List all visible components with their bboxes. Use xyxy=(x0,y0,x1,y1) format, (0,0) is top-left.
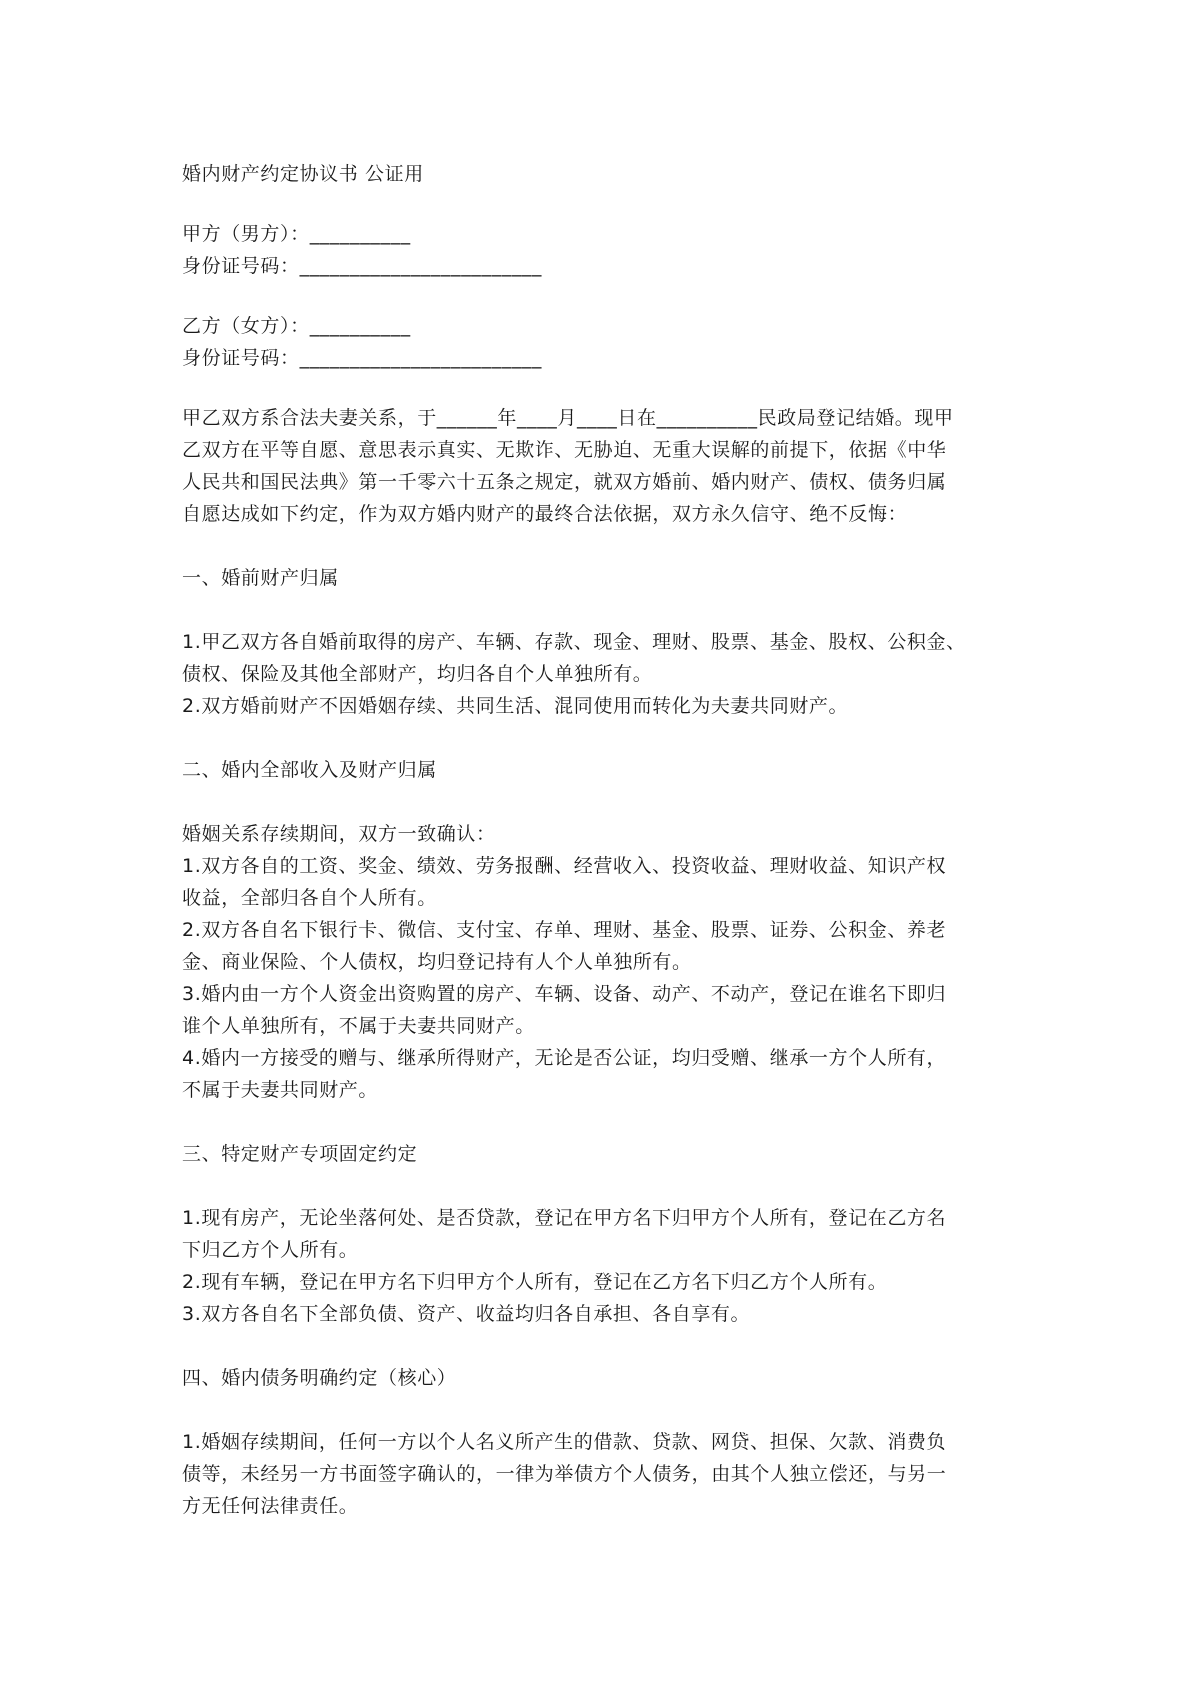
section2-line: 3.婚内由一方个人资金出资购置的房产、车辆、设备、动产、不动产，登记在谁名下即归 xyxy=(182,983,947,1005)
section1-heading: 一、婚前财产归属 xyxy=(182,567,339,589)
spacer xyxy=(182,282,1032,310)
preamble-line: 甲乙双方系合法夫妻关系，于______年____月____日在__________民政局登记结婚。现甲 xyxy=(182,407,954,429)
section4-line: 1.婚姻存续期间，任何一方以个人名义所产生的借款、贷款、网贷、担保、欠款、消费负 xyxy=(182,1431,947,1453)
spacer xyxy=(182,1330,1032,1362)
section1-line: 2.双方婚前财产不因婚姻存续、共同生活、混同使用而转化为夫妻共同财产。 xyxy=(182,695,849,717)
section4-heading: 四、婚内债务明确约定（核心） xyxy=(182,1367,457,1389)
section3-heading: 三、特定财产专项固定约定 xyxy=(182,1143,418,1165)
section1-line: 1.甲乙双方各自婚前取得的房产、车辆、存款、现金、理财、股票、基金、股权、公积金、 xyxy=(182,631,966,653)
section2-line: 收益，全部归各自个人所有。 xyxy=(182,887,437,909)
section2-line: 2.双方各自名下银行卡、微信、支付宝、存单、理财、基金、股票、证券、公积金、养老 xyxy=(182,919,947,941)
section3-line: 2.现有车辆，登记在甲方名下归甲方个人所有，登记在乙方名下归乙方个人所有。 xyxy=(182,1271,888,1293)
section2-line: 婚姻关系存续期间，双方一致确认： xyxy=(182,823,496,845)
party-a-id: 身份证号码：________________________ xyxy=(182,255,543,277)
party-a-name: 甲方（男方）：__________ xyxy=(182,223,411,245)
preamble-line: 人民共和国民法典》第一千零六十五条之规定，就双方婚前、婚内财产、债权、债务归属 xyxy=(182,471,947,493)
section2-heading: 二、婚内全部收入及财产归属 xyxy=(182,759,437,781)
spacer xyxy=(182,374,1032,402)
preamble-line: 自愿达成如下约定，作为双方婚内财产的最终合法依据，双方永久信守、绝不反悔： xyxy=(182,503,908,525)
section3-line: 1.现有房产，无论坐落何处、是否贷款，登记在甲方名下归甲方个人所有，登记在乙方名 xyxy=(182,1207,947,1229)
spacer xyxy=(182,190,1032,218)
spacer xyxy=(182,786,1032,818)
section1-line: 债权、保险及其他全部财产，均归各自个人单独所有。 xyxy=(182,663,653,685)
document-page xyxy=(182,158,1032,1522)
section2-line: 金、商业保险、个人债权，均归登记持有人个人单独所有。 xyxy=(182,951,692,973)
section2-line: 不属于夫妻共同财产。 xyxy=(182,1079,379,1101)
section4-line: 方无任何法律责任。 xyxy=(182,1495,359,1517)
section2-line: 谁个人单独所有，不属于夫妻共同财产。 xyxy=(182,1015,535,1037)
spacer xyxy=(182,1394,1032,1426)
section2-line: 1.双方各自的工资、奖金、绩效、劳务报酬、经营收入、投资收益、理财收益、知识产权 xyxy=(182,855,947,877)
spacer xyxy=(182,722,1032,754)
party-b-id: 身份证号码：________________________ xyxy=(182,347,543,369)
section2-line: 4.婚内一方接受的赠与、继承所得财产，无论是否公证，均归受赠、继承一方个人所有， xyxy=(182,1047,947,1069)
document-title: 婚内财产约定协议书 公证用 xyxy=(182,163,424,185)
section4-line: 债等，未经另一方书面签字确认的，一律为举债方个人债务，由其个人独立偿还，与另一 xyxy=(182,1463,947,1485)
section3-line: 下归乙方个人所有。 xyxy=(182,1239,359,1261)
preamble-line: 乙双方在平等自愿、意思表示真实、无欺诈、无胁迫、无重大误解的前提下，依据《中华 xyxy=(182,439,947,461)
spacer xyxy=(182,1170,1032,1202)
party-b-name: 乙方（女方）：__________ xyxy=(182,315,411,337)
section3-line: 3.双方各自名下全部负债、资产、收益均归各自承担、各自享有。 xyxy=(182,1303,751,1325)
spacer xyxy=(182,530,1032,562)
spacer xyxy=(182,594,1032,626)
spacer xyxy=(182,1106,1032,1138)
